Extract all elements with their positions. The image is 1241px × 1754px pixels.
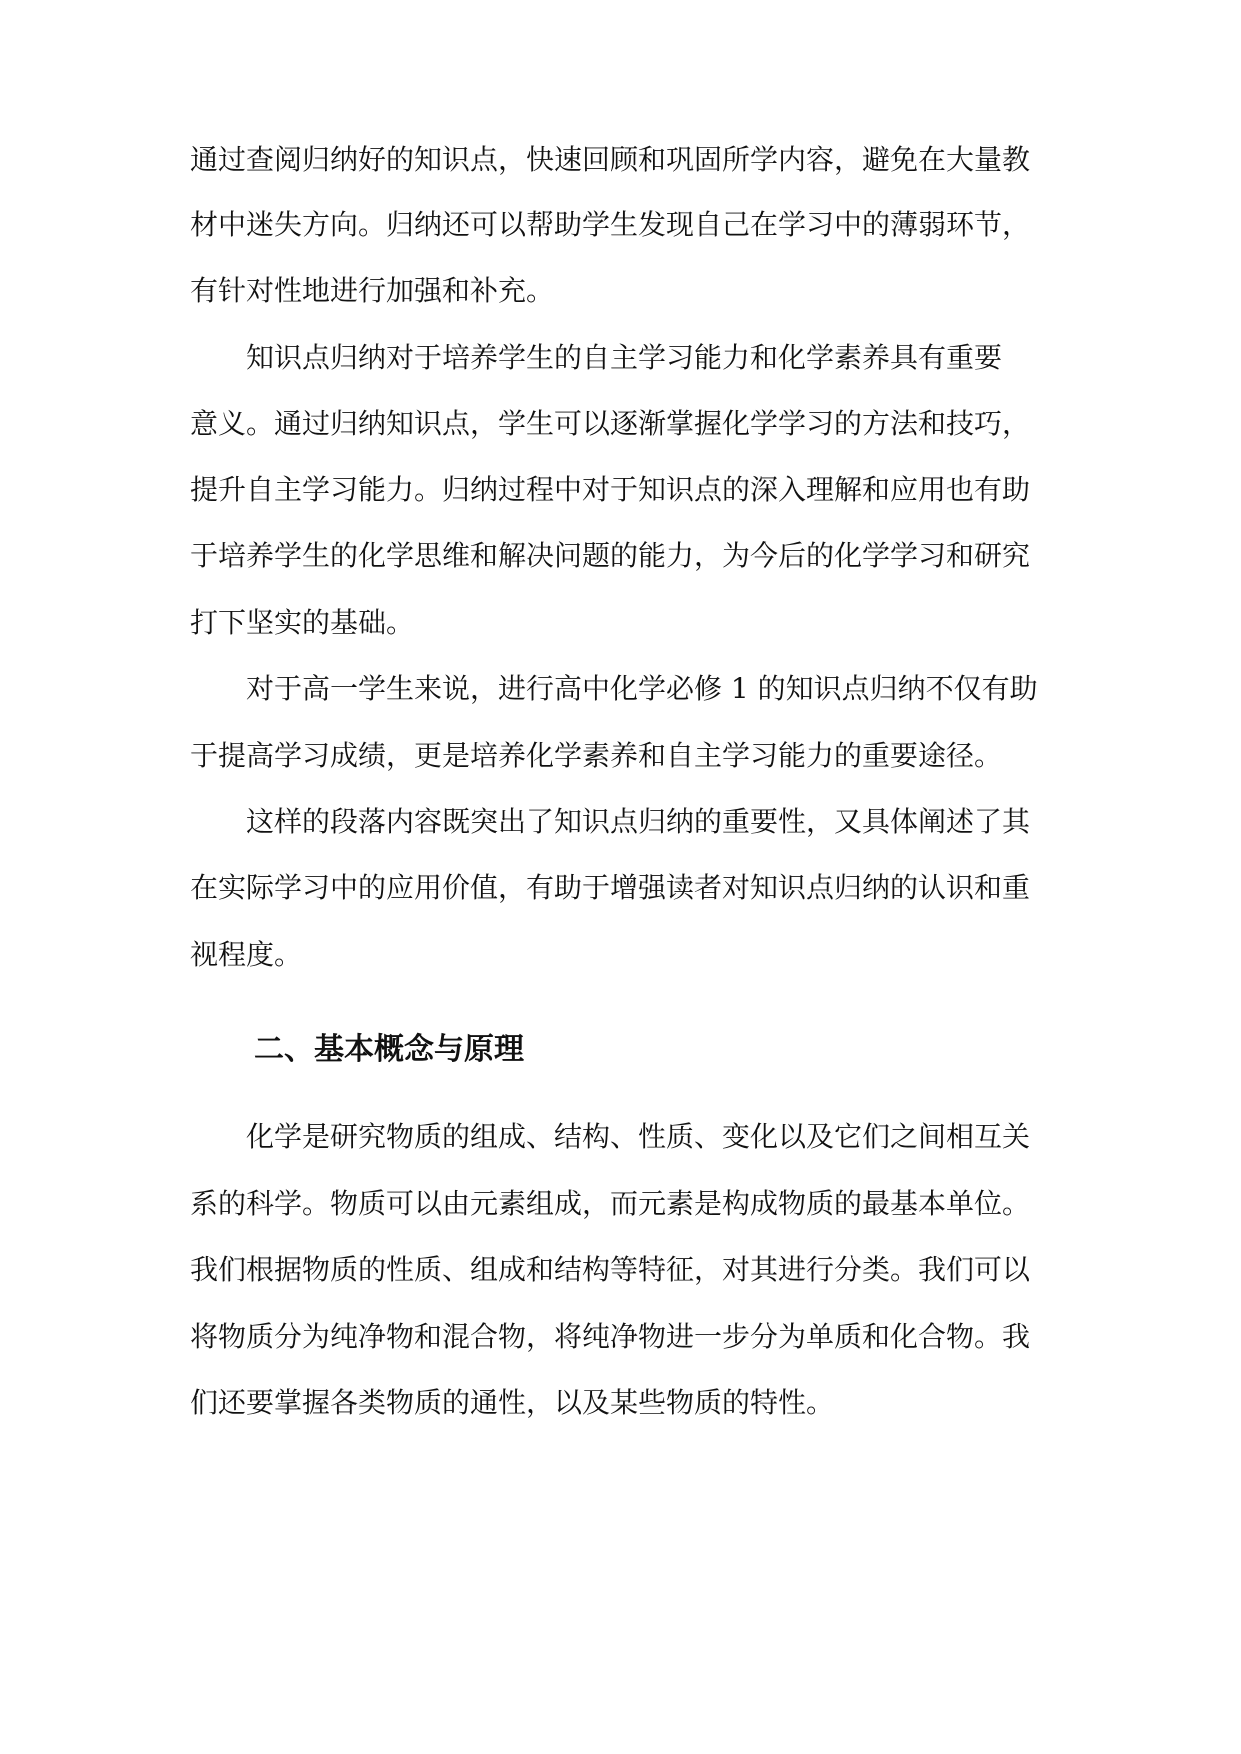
paragraph-1-line-1: 通过查阅归纳好的知识点，快速回顾和巩固所学内容，避免在大量教 (190, 143, 1031, 176)
section-paragraph-line-4: 将物质分为纯净物和混合物，将纯净物进一步分为单质和化合物。我 (190, 1320, 1031, 1353)
section-paragraph-line-3: 我们根据物质的性质、组成和结构等特征，对其进行分类。我们可以 (190, 1253, 1031, 1286)
paragraph-1-line-3: 有针对性地进行加强和补充。 (190, 274, 555, 307)
paragraph-2-line-3: 提升自主学习能力。归纳过程中对于知识点的深入理解和应用也有助 (190, 473, 1031, 506)
section-paragraph-line-5: 们还要掌握各类物质的通性，以及某些物质的特性。 (190, 1386, 835, 1419)
paragraph-1-line-2: 材中迷失方向。归纳还可以帮助学生发现自己在学习中的薄弱环节， (190, 208, 1031, 241)
paragraph-4-line-2: 在实际学习中的应用价值，有助于增强读者对知识点归纳的认识和重 (190, 871, 1031, 904)
paragraph-4-line-3: 视程度。 (190, 938, 303, 971)
paragraph-4-line-1: 这样的段落内容既突出了知识点归纳的重要性，又具体阐述了其 (246, 805, 1031, 838)
paragraph-3-line-1: 对于高一学生来说，进行高中化学必修 1 的知识点归纳不仅有助 (246, 672, 1038, 705)
paragraph-3-line-2: 于提高学习成绩，更是培养化学素养和自主学习能力的重要途径。 (190, 739, 1003, 772)
paragraph-2-line-1: 知识点归纳对于培养学生的自主学习能力和化学素养具有重要 (246, 341, 1003, 374)
section-heading: 二、基本概念与原理 (254, 1032, 524, 1067)
paragraph-2-line-4: 于培养学生的化学思维和解决问题的能力，为今后的化学学习和研究 (190, 539, 1031, 572)
paragraph-2-line-5: 打下坚实的基础。 (190, 606, 415, 639)
section-paragraph-line-2: 系的科学。物质可以由元素组成，而元素是构成物质的最基本单位。 (190, 1187, 1031, 1220)
paragraph-2-line-2: 意义。通过归纳知识点，学生可以逐渐掌握化学学习的方法和技巧， (190, 407, 1031, 440)
section-paragraph-line-1: 化学是研究物质的组成、结构、性质、变化以及它们之间相互关 (246, 1120, 1031, 1153)
